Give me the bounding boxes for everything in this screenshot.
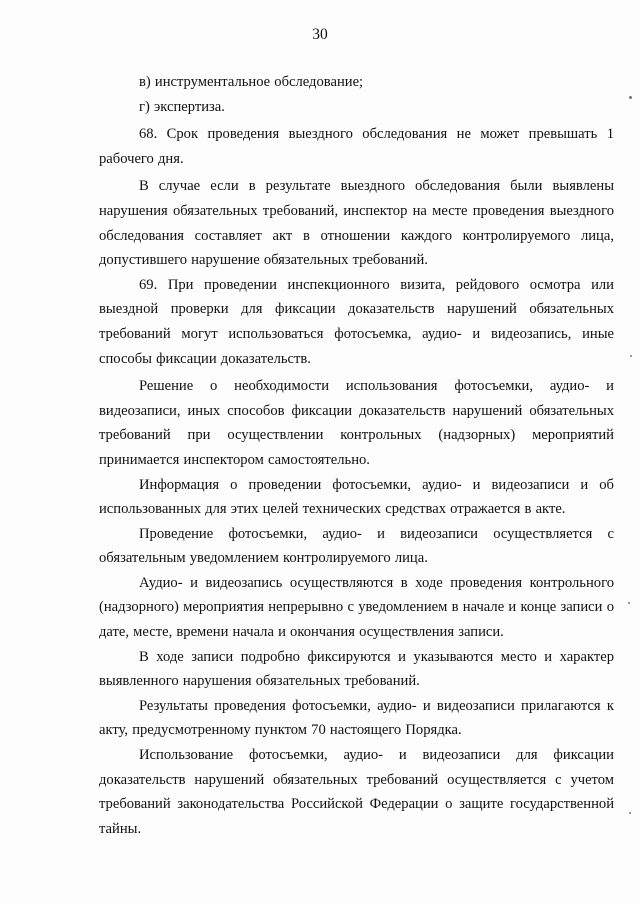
scan-mark — [629, 812, 631, 814]
paragraph-decision: Решение о необходимости использования фотосъемки, аудио- и видеозаписи, иных способов фиксации доказательств нарушений обязательных требований при осуществлении контрольных (надзорных) мероприятий принимается инспектором самостоятельно. — [99, 378, 614, 468]
scan-mark — [630, 355, 632, 357]
scan-mark — [629, 96, 632, 99]
paragraph-recording-details: В ходе записи подробно фиксируются и указываются место и характер выявленного нарушения обязательных требований. — [99, 648, 614, 690]
paragraph-notification: Проведение фотосъемки, аудио- и видеозаписи осуществляется с обязательным уведомлением контролируемого лица. — [99, 525, 614, 567]
paragraph-item-v: в) инструментальное обследование; — [139, 74, 364, 90]
paragraph-68: 68. Срок проведения выездного обследования не может превышать 1 рабочего дня. — [99, 126, 614, 167]
paragraph-state-secret: Использование фотосъемки, аудио- и видеозаписи для фиксации доказательств нарушений обязательных требований осуществляется с учетом требований законодательства Российской Федерации о защите государственной тайны. — [99, 747, 614, 837]
scan-mark — [628, 602, 630, 604]
paragraph-69: 69. При проведении инспекционного визита, рейдового осмотра или выездной проверки для фиксации доказательств нарушений обязательных требований могут использоваться фотосъемка, аудио- и видеозапись, иные способы фиксации доказательств. — [99, 276, 614, 367]
document-body — [99, 70, 614, 841]
paragraph-information: Информация о проведении фотосъемки, аудио- и видеозаписи и об использованных для этих целей технических средствах отражается в акте. — [99, 476, 614, 518]
paragraph-68-violations: В случае если в результате выездного обследования были выявлены нарушения обязательных требований, инспектор на месте проведения выездного обследования составляет акт в отношении каждого контролируемого лица, допустившего нарушение обязательных требований. — [99, 178, 614, 269]
paragraph-recording: Аудио- и видеозапись осуществляются в ходе проведения контрольного (надзорного) мероприятия непрерывно с уведомлением в начале и конце записи о дате, месте, времени начала и окончания осуществления записи. — [99, 574, 614, 641]
page-number: 30 — [312, 26, 328, 43]
paragraph-results: Результаты проведения фотосъемки, аудио- и видеозаписи прилагаются к акту, предусмотренному пунктом 70 настоящего Порядка. — [99, 697, 614, 739]
paragraph-item-g: г) экспертиза. — [139, 98, 225, 115]
